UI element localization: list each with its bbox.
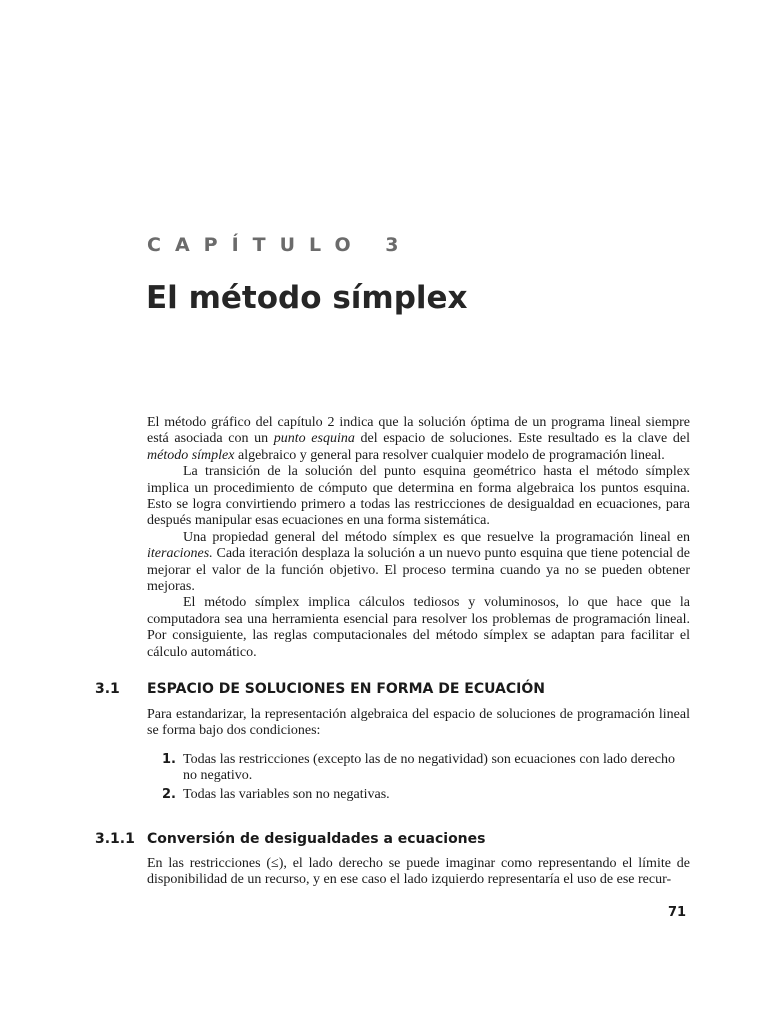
intro-paragraph-3: Una propiedad general del método símplex es que resuelve la programación lineal en iteraciones. Cada iteración desplaza la solución a un nuevo punto esquina que tiene potencial de mejorar el valor de la función objetivo. El proceso termina cuando ya no se pueden obtener mejoras. — [147, 529, 690, 595]
section-3-1-text: Para estandarizar, la representación algebraica del espacio de soluciones de programación lineal se forma bajo dos condiciones: — [147, 707, 690, 739]
list-item — [162, 787, 690, 803]
intro-paragraph-1: El método gráfico del capítulo 2 indica que la solución óptima de un programa lineal siempre está asociada con un punto esquina del espacio de soluciones. Este resultado es la clave del método símplex algebraico y general para resolver cualquier modelo de programación lineal. — [147, 415, 690, 463]
chapter-title: El método símplex — [146, 280, 468, 316]
section-3-1-1-text: En las restricciones (≤), el lado derecho se puede imaginar como representando el límite de disponibilidad de un recurso, y en ese caso el lado izquierdo representaría el uso de ese recur- — [147, 856, 690, 888]
section-title: Conversión de desigualdades a ecuaciones — [147, 831, 486, 847]
page-number: 71 — [668, 905, 687, 920]
list-number: 1. — [162, 752, 176, 767]
section-number: 3.1.1 — [95, 831, 135, 847]
section-number: 3.1 — [95, 681, 120, 697]
section-heading-3-1 — [95, 681, 695, 697]
list-number: 2. — [162, 786, 176, 802]
chapter-label: CAPÍTULO 3 — [147, 234, 413, 256]
term-iteraciones: iteraciones. — [147, 546, 213, 562]
section-heading-3-1-1 — [95, 831, 695, 847]
list-item — [162, 752, 690, 785]
term-punto-esquina: punto esquina — [273, 431, 355, 447]
list-text: Todas las restricciones (excepto las de no negatividad) son ecuaciones con lado derecho no negativo. — [183, 752, 675, 784]
term-metodo-simplex: método símplex — [147, 447, 235, 463]
list-text: Todas las variables son no negativas. — [183, 786, 390, 802]
intro-paragraph-4: El método símplex implica cálculos tediosos y voluminosos, lo que hace que la computadora sea una herramienta esencial para resolver los problemas de programación lineal. Por consiguiente, las reglas computacionales del método símplex se adaptan para facilitar el cálculo automático. — [147, 595, 690, 660]
conditions-list — [162, 752, 690, 805]
section-title: ESPACIO DE SOLUCIONES EN FORMA DE ECUACIÓN — [147, 681, 545, 697]
intro-paragraph-2: La transición de la solución del punto esquina geométrico hasta el método símplex implica un procedimiento de cómputo que determina en forma algebraica los puntos esquina. Esto se logra convirtiendo primero a todas las restricciones de desigualdad en ecuaciones, para después manipular esas ecuaciones en una forma sistemática. — [147, 464, 690, 529]
intro-text — [147, 415, 690, 661]
